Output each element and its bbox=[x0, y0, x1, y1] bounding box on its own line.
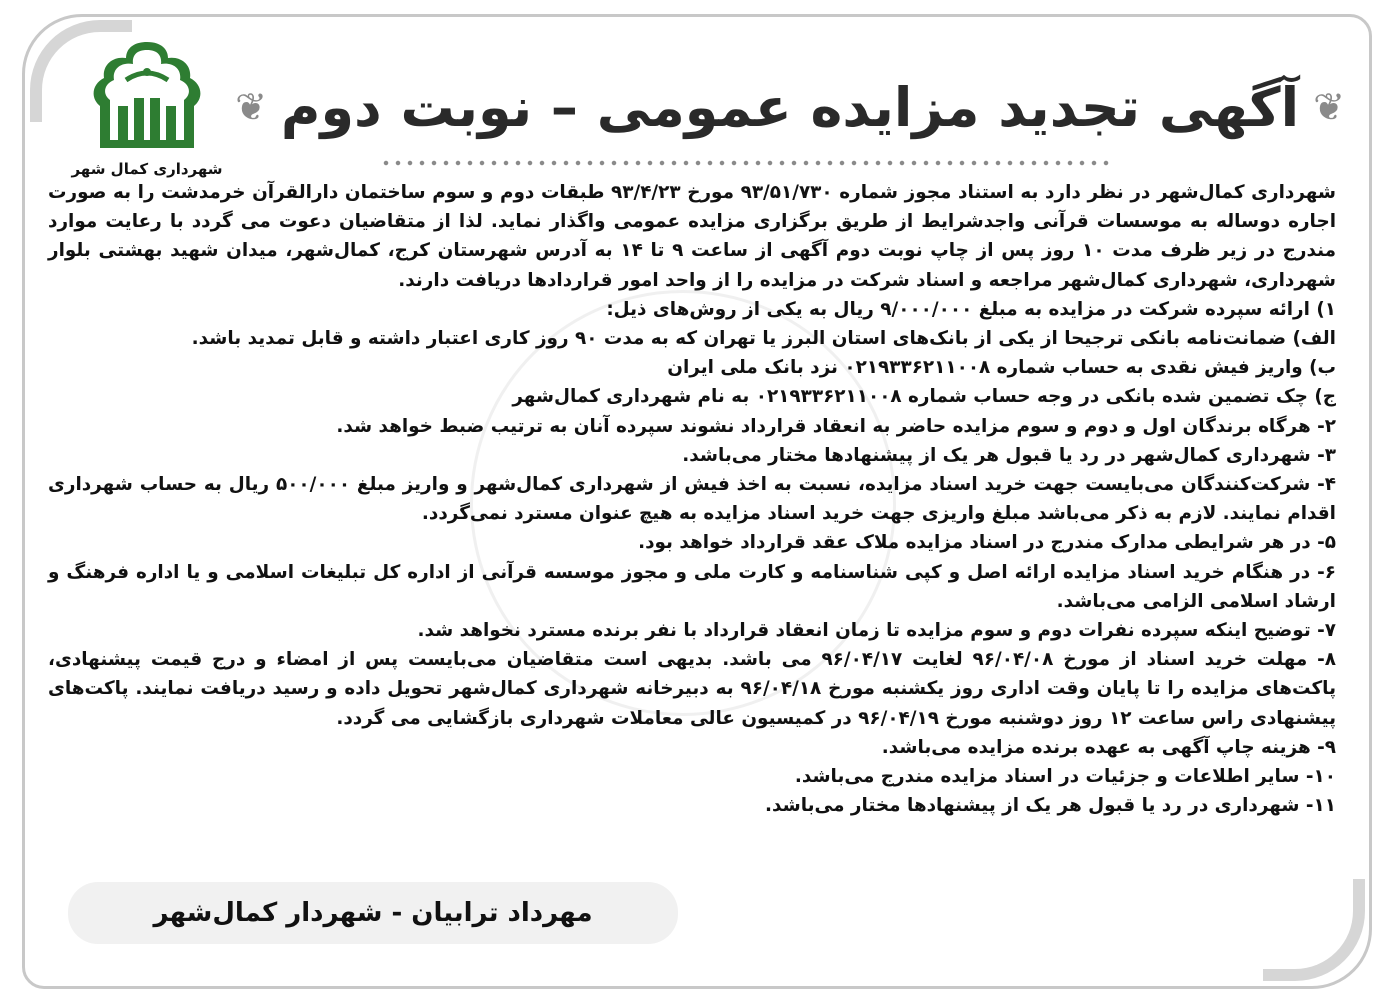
municipality-logo bbox=[62, 36, 232, 196]
intro-paragraph: شهرداری کمال‌شهر در نظر دارد به استناد مجوز شماره ۹۳/۵۱/۷۳۰ مورخ ۹۳/۴/۲۳ طبقات دوم و سوم ساختمان دارالقرآن خرمدشت را به صورت اجاره دوساله به موسسات قرآنی واجدشرایط از طریق برگزاری مزایده عمومی واگذار نماید. لذا از متقاضیان دعوت می گردد با رعایت موارد مندرج در زیر ظرف مدت ۱۰ روز پس از چاپ نوبت دوم آگهی از ساعت ۹ تا ۱۴ به آدرس شهرستان کرج، کمال‌شهر، میدان شهید بهشتی بلوار شهرداری، شهرداری کمال‌شهر مراجعه و اسناد شرکت در مزایده را از واحد امور قراردادها دریافت دارند. bbox=[48, 182, 1337, 291]
item-1: ۱) ارائه سپرده شرکت در مزایده به مبلغ ۹/۰۰۰/۰۰۰ ریال به یکی از روش‌های ذیل: bbox=[606, 298, 1336, 320]
item-8: ۸- مهلت خرید اسناد از مورخ ۹۶/۰۴/۰۸ لغایت ۹۶/۰۴/۱۷ می باشد. بدیهی است متقاضیان می‌بایست پس از امضاء و درج قیمت پیشنهادی، پاکت‌های مزایده را تا پایان وقت اداری روز یکشنبه مورخ ۹۶/۰۴/۱۸ به دبیرخانه شهرداری کمال‌شهر تحویل داده و رسید دریافت نمایند. پاکت‌های پیشنهادی راس ساعت ۱۲ روز دوشنبه مورخ ۹۶/۰۴/۱۹ در کمیسیون عالی معاملات شهرداری بازگشایی می گردد. bbox=[48, 649, 1336, 729]
item-3: ۳- شهرداری کمال‌شهر در رد یا قبول هر یک از پیشنهادها مختار می‌باشد. bbox=[682, 444, 1336, 466]
item-1a: الف) ضمانت‌نامه بانکی ترجیحا از یکی از بانک‌های استان البرز یا تهران که به مدت ۹۰ روز کاری اعتبار داشته و قابل تمدید باشد. bbox=[191, 328, 1336, 350]
item-6: ۶- در هنگام خرید اسناد مزایده ارائه اصل و کپی شناسنامه و کارت ملی و مجوز موسسه قرآنی از اداره کل تبلیغات اسلامی و یا اداره فرهنگ و ارشاد اسلامی الزامی می‌باشد. bbox=[48, 561, 1336, 612]
item-7: ۷- توضیح اینکه سپرده نفرات دوم و سوم مزایده تا زمان انعقاد قرارداد با نفر برنده مسترد نخواهد شد. bbox=[417, 620, 1336, 642]
item-2: ۲- هرگاه برندگان اول و دوم و سوم مزایده حاضر به انعقاد قرارداد نشوند سپرده آنان به ترتیب ضبط خواهد شد. bbox=[336, 415, 1336, 437]
ad-body bbox=[48, 178, 1336, 820]
logo-label: شهرداری کمال شهر bbox=[71, 160, 223, 178]
page-title: آگهی تجدید مزایده عمومی – نوبت دوم bbox=[280, 75, 1300, 139]
signature-box bbox=[68, 882, 678, 944]
flourish-left-icon: ❦ bbox=[235, 85, 267, 129]
signature-text: مهرداد ترابیان - شهردار کمال‌شهر bbox=[153, 898, 593, 928]
title-row bbox=[235, 62, 1345, 152]
flourish-right-icon: ❦ bbox=[1313, 85, 1345, 129]
item-1c: ج) چک تضمین شده بانکی در وجه حساب شماره ۰۲۱۹۳۳۶۲۱۱۰۰۸ به نام شهرداری کمال‌شهر bbox=[512, 386, 1336, 408]
item-9: ۹- هزینه چاپ آگهی به عهده برنده مزایده می‌باشد. bbox=[881, 736, 1336, 758]
item-10: ۱۰- سایر اطلاعات و جزئیات در اسناد مزایده مندرج می‌باشد. bbox=[794, 766, 1336, 788]
item-11: ۱۱- شهرداری در رد یا قبول هر یک از پیشنهادها مختار می‌باشد. bbox=[765, 795, 1336, 817]
dotted-divider bbox=[380, 160, 1115, 166]
item-4: ۴- شرکت‌کنندگان می‌بایست جهت خرید اسناد مزایده، نسبت به اخذ فیش از شهرداری کمال‌شهر و واریز مبلغ ۵۰۰/۰۰۰ ریال به حساب شهرداری اقدام نمایند. لازم به ذکر می‌باشد مبلغ واریزی جهت خرید اسناد مزایده به هیچ عنوان مسترد نمی‌گردد. bbox=[48, 474, 1336, 525]
item-5: ۵- در هر شرایطی مدارک مندرج در اسناد مزایده ملاک عقد قرارداد خواهد بود. bbox=[638, 532, 1336, 554]
logo-emblem-icon bbox=[82, 36, 212, 156]
item-1b: ب) واریز فیش نقدی به حساب شماره ۰۲۱۹۳۳۶۲۱۱۰۰۸ نزد بانک ملی ایران bbox=[667, 357, 1336, 379]
